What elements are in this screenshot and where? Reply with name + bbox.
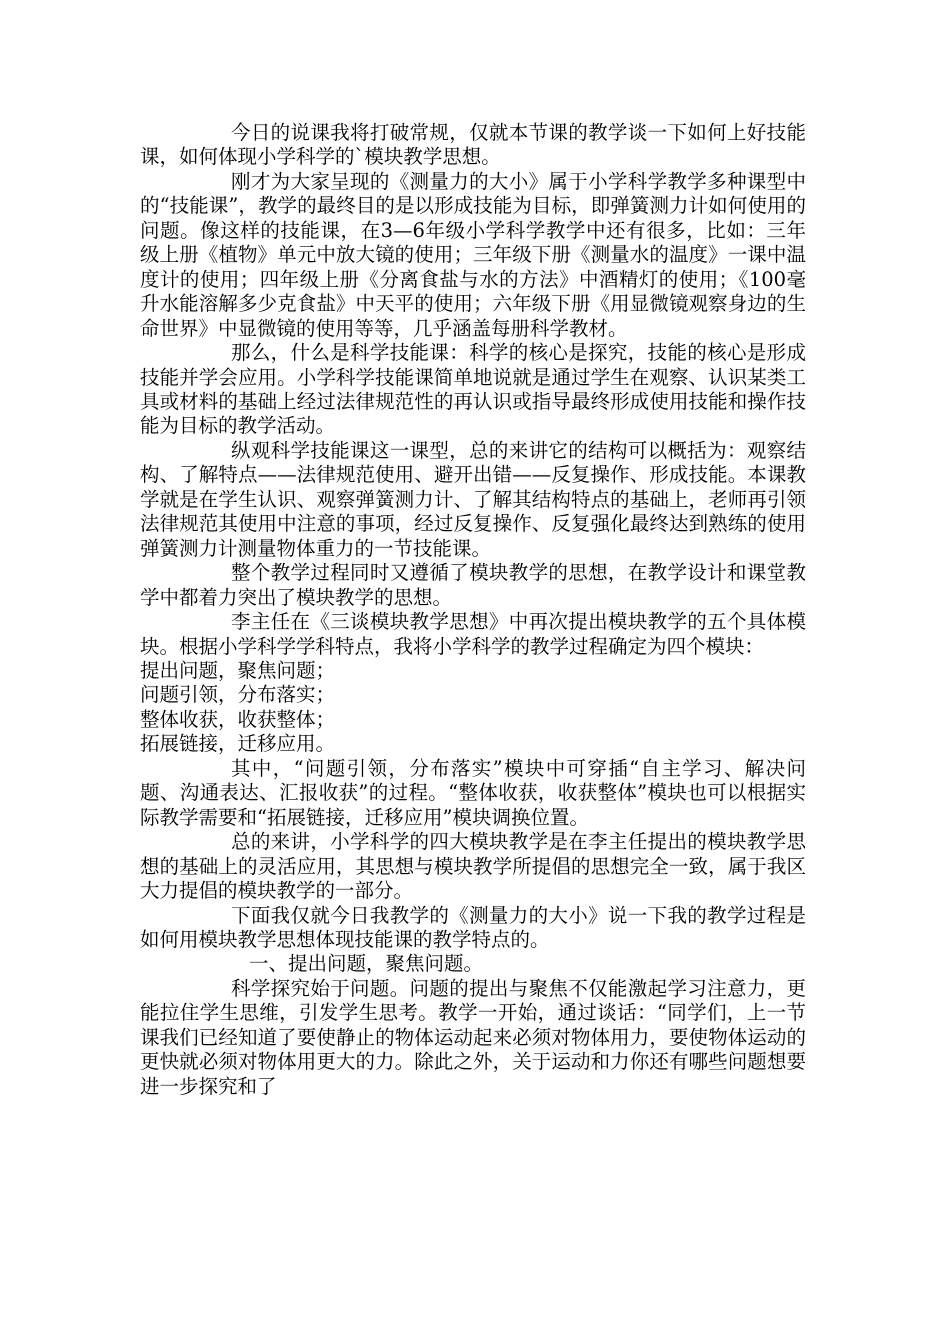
- paragraph-module-thinking: 整个教学过程同时又遵循了模块教学的思想，在教学设计和课堂教学中都着力突出了模块教学的思想。: [140, 561, 806, 609]
- paragraph-intro: 今日的说课我将打破常规，仅就本节课的教学谈一下如何上好技能课，如何体现小学科学的`模块教学思想。: [140, 121, 806, 169]
- paragraph-summary: 总的来讲，小学科学的四大模块教学是在李主任提出的模块教学思想的基础上的灵活应用，其思想与模块教学所提倡的思想完全一致，属于我区大力提倡的模块教学的一部分。: [140, 830, 806, 903]
- paragraph-structure: 纵观科学技能课这一课型，总的来讲它的结构可以概括为：观察结构、了解特点——法律规范使用、避开出错——反复操作、形成技能。本课教学就是在学生认识、观察弹簧测力计、了解其结构特点的基础上，老师再引领法律规范其使用中注意的事项，经过反复操作、反复强化最终达到熟练的使用弹簧测力计测量物体重力的一节技能课。: [140, 438, 806, 560]
- paragraph-definition: 那么，什么是科学技能课：科学的核心是探究，技能的核心是形成技能并学会应用。小学科学技能课简单地说就是通过学生在观察、认识某类工具或材料的基础上经过法律规范性的再认识或指导最终形成使用技能和操作技能为目标的教学活动。: [140, 341, 806, 438]
- paragraph-skill-lesson: 刚才为大家呈现的《测量力的大小》属于小学科学教学多种课型中的“技能课”，教学的最终目的是以形成技能为目标，即弹簧测力计如何使用的问题。像这样的技能课，在3—6年级小学科学教学中还有很多，比如：三年级上册《植物》单元中放大镜的使用；三年级下册《测量水的温度》一课中温度计的使用；四年级上册《分离食盐与水的方法》中酒精灯的使用；《100毫升水能溶解多少克食盐》中天平的使用；六年级下册《用显微镜观察身边的生命世界》中显微镜的使用等等，几乎涵盖每册科学教材。: [140, 169, 806, 340]
- paragraph-five-modules: 李主任在《三谈模块教学思想》中再次提出模块教学的五个具体模块。根据小学科学学科特点，我将小学科学的教学过程确定为四个模块：: [140, 610, 806, 658]
- module-item-2: 问题引领，分布落实；: [140, 683, 336, 707]
- module-item-3: 整体收获，收获整体；: [140, 707, 336, 731]
- document-body: [140, 121, 806, 1099]
- paragraph-transition: 下面我仅就今日我教学的《测量力的大小》说一下我的教学过程是如何用模块教学思想体现技能课的教学特点的。: [140, 903, 806, 951]
- paragraph-insert-process: 其中，“问题引领，分布落实”模块中可穿插“自主学习、解决问题、沟通表达、汇报收获”的过程。“整体收获，收获整体”模块也可以根据实际教学需要和“拓展链接，迁移应用”模块调换位置。: [140, 756, 806, 829]
- module-item-4: 拓展链接，迁移应用。: [140, 732, 336, 756]
- section-heading: 一、提出问题，聚焦问题。: [249, 952, 484, 976]
- paragraph-inquiry: 科学探究始于问题。问题的提出与聚焦不仅能激起学习注意力，更能拉住学生思维，引发学生思考。教学一开始，通过谈话：“同学们，上一节课我们已经知道了要使静止的物体运动起来必须对物体用力，要使物体运动的更快就必须对物体用更大的力。除此之外，关于运动和力你还有哪些问题想要进一步探究和了: [140, 976, 806, 1098]
- module-item-1: 提出问题，聚焦问题；: [140, 658, 336, 682]
